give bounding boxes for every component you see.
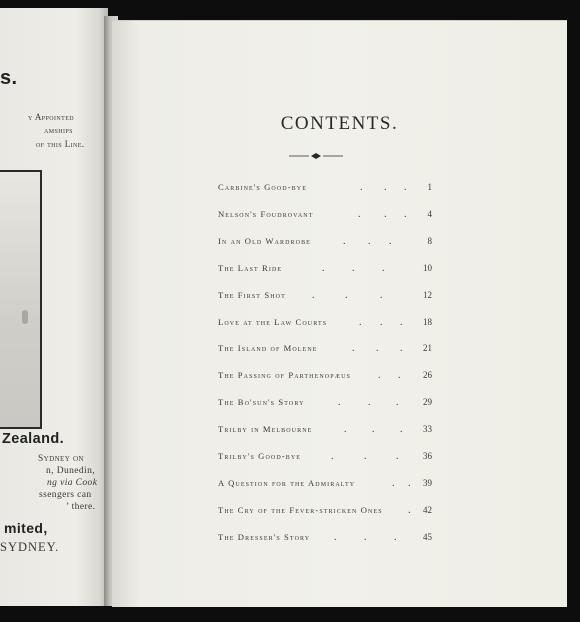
toc-entry — [218, 290, 432, 304]
toc-entry-page: 8 — [427, 235, 432, 246]
toc-leader-dot: . — [368, 235, 371, 247]
toc-entry-title: The Island of Molene — [218, 343, 318, 354]
toc-leader-dot: . — [376, 343, 379, 355]
toc-leader-dot: . — [334, 531, 337, 543]
toc-leader-dot: . — [400, 316, 403, 328]
toc-entry — [218, 263, 432, 277]
toc-leader-dot: . — [352, 262, 355, 274]
left-body-line-2: n, Dunedin, — [46, 466, 95, 476]
toc-leader-dot: . — [372, 424, 375, 436]
left-body-line-3: ng via Cook — [47, 478, 98, 488]
toc-entry-title: The Cry of the Fever-stricken Ones — [218, 504, 383, 515]
toc-leader-dot: . — [396, 397, 399, 409]
toc-entry-title: The First Shot — [218, 289, 286, 300]
toc-leader-dot: . — [400, 343, 403, 355]
toc-entry-page: 12 — [423, 289, 432, 300]
left-limited-heading: mited, — [4, 520, 48, 536]
toc-leader-dot: . — [352, 343, 355, 355]
toc-leader-dot: . — [398, 370, 401, 382]
toc-leader-dot: . — [380, 289, 383, 301]
toc-entry — [218, 236, 432, 250]
toc-entry-page: 18 — [423, 316, 432, 327]
left-body-line-4: ssengers can — [39, 490, 92, 500]
left-heading-fragment: s. — [0, 67, 18, 89]
toc-entry-title: Carbine's Good-bye — [218, 182, 307, 192]
toc-entry-title: The Last Ride — [218, 262, 283, 273]
toc-leader-dot: . — [404, 182, 407, 193]
toc-leader-dot: . — [380, 316, 383, 328]
toc-entry — [218, 532, 432, 546]
contents-page — [112, 20, 567, 607]
toc-leader-dot: . — [343, 235, 346, 247]
toc-entry-title: Nelson's Foudrovant — [218, 208, 314, 219]
toc-entry — [218, 451, 432, 465]
toc-leader-dot: . — [364, 451, 367, 462]
left-city: SYDNEY. — [0, 540, 60, 554]
toc-leader-dot: . — [364, 531, 367, 543]
toc-entry — [218, 478, 432, 492]
toc-leader-dot: . — [408, 504, 411, 516]
toc-leader-dot: . — [331, 451, 334, 462]
toc-entry-page: 29 — [423, 397, 432, 408]
toc-entry-page: 45 — [423, 531, 432, 542]
toc-entry-title: Trilby's Good-bye — [218, 451, 302, 461]
toc-entry-page: 4 — [427, 208, 432, 219]
toc-leader-dot: . — [358, 208, 361, 220]
left-body-line-1: Sydney on — [38, 454, 84, 464]
toc-entry-title: The Bo'sun's Story — [218, 397, 305, 408]
toc-entry — [218, 317, 432, 331]
toc-leader-dot: . — [392, 477, 395, 489]
toc-leader-dot: . — [345, 289, 348, 301]
toc-leader-dot: . — [322, 262, 325, 274]
toc-entry-page: 39 — [423, 477, 432, 488]
toc-leader-dot: . — [396, 451, 399, 462]
left-photo — [0, 170, 42, 429]
toc-entry — [218, 424, 432, 438]
toc-leader-dot: . — [384, 208, 387, 220]
left-line-2: amships — [44, 125, 73, 135]
toc-leader-dot: . — [312, 289, 315, 301]
toc-entry-page: 21 — [423, 343, 432, 354]
toc-leader-dot: . — [404, 208, 407, 220]
toc-entry-page: 36 — [423, 451, 432, 461]
toc-leader-dot: . — [344, 424, 347, 436]
left-zealand-heading: Zealand. — [2, 431, 65, 447]
toc-leader-dot: . — [384, 182, 387, 193]
toc-entry — [218, 505, 432, 519]
toc-entry — [218, 209, 432, 223]
left-page — [0, 8, 108, 606]
toc-entry-page: 26 — [423, 370, 432, 381]
toc-leader-dot: . — [400, 424, 403, 436]
toc-leader-dot: . — [408, 477, 411, 489]
toc-entry-title: Trilby in Melbourne — [218, 424, 313, 435]
toc-entry-title: In an Old Wardrobe — [218, 235, 311, 246]
toc-leader-dot: . — [359, 316, 362, 328]
toc-entry-page: 1 — [427, 182, 432, 192]
toc-entry — [218, 370, 432, 384]
toc-entry-page: 10 — [423, 262, 432, 273]
toc-leader-dot: . — [338, 397, 341, 409]
toc-entry — [218, 182, 432, 196]
toc-leader-dot: . — [378, 370, 381, 382]
ornament-divider-icon — [289, 152, 343, 160]
toc-entry-title: The Dresser's Story — [218, 531, 311, 542]
contents-title: CONTENTS. — [280, 113, 399, 134]
toc-leader-dot: . — [394, 531, 397, 543]
toc-entry-title: Love at the Law Courts — [218, 316, 328, 327]
toc-leader-dot: . — [368, 397, 371, 409]
left-line-3: of this Line. — [36, 139, 85, 149]
toc-leader-dot: . — [389, 235, 392, 247]
toc-entry-title: The Passing of Parthenopæus — [218, 370, 351, 381]
toc-entry-page: 42 — [423, 504, 432, 515]
left-line-1: y Appointed — [28, 112, 74, 122]
toc-entry — [218, 397, 432, 411]
toc-entry-title: A Question for the Admiralty — [218, 477, 356, 488]
toc-entry-page: 33 — [423, 424, 432, 435]
toc-entry — [218, 343, 432, 357]
toc-leader-dot: . — [382, 262, 385, 274]
left-body-line-5: ’ there. — [66, 502, 96, 512]
toc-leader-dot: . — [360, 182, 363, 193]
